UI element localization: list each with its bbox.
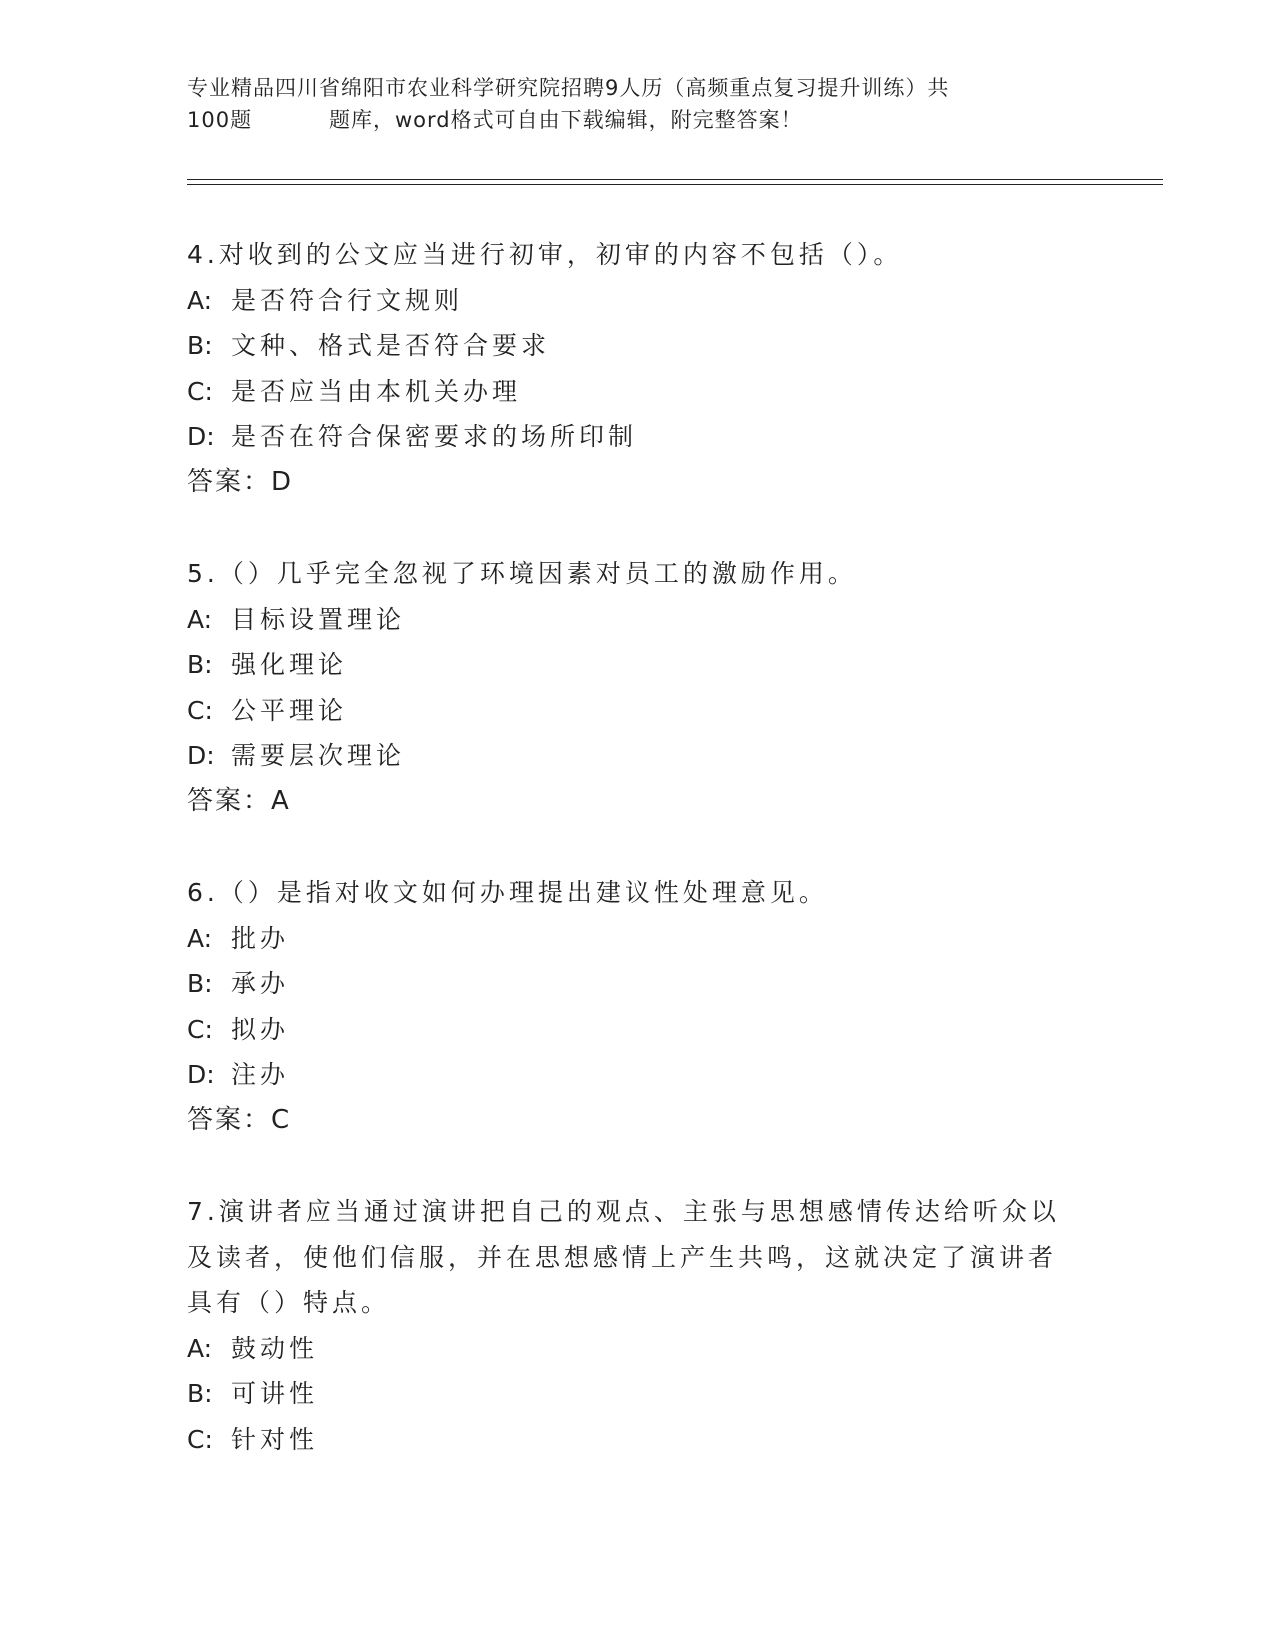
option-b: B: 文种、格式是否符合要求 [187, 331, 551, 360]
question-block [187, 870, 1087, 1143]
question-stem: 7.演讲者应当通过演讲把自己的观点、主张与思想感情传达给听众以及读者，使他们信服，并在思想感情上产生共鸣，这就决定了演讲者具有（）特点。 [187, 1197, 1060, 1317]
header-divider-bottom [187, 184, 1163, 185]
option-b: B: 可讲性 [187, 1379, 319, 1408]
option-a: A: 目标设置理论 [187, 604, 406, 634]
question-stem: 6.（）是指对收文如何办理提出建议性处理意见。 [187, 878, 828, 907]
option-c: C: 是否应当由本机关办理 [187, 376, 522, 406]
question-block [187, 232, 1087, 505]
header-title-line: 专业精品四川省绵阳市农业科学研究院招聘9人历（高频重点复习提升训练）共 [187, 76, 950, 100]
option-d: D: 注办 [187, 1060, 290, 1089]
option-c: C: 公平理论 [187, 695, 348, 725]
option-d: D: 是否在符合保密要求的场所印制 [187, 422, 638, 451]
document-header [187, 72, 1067, 136]
option-d: D: 需要层次理论 [187, 741, 406, 770]
header-divider-top [187, 179, 1163, 180]
header-description: 题库，word格式可自由下载编辑，附完整答案！ [329, 108, 803, 132]
option-a: A: 是否符合行文规则 [187, 285, 464, 315]
option-b: B: 承办 [187, 969, 290, 998]
question-count: 100题 [187, 108, 253, 132]
question-stem: 4.对收到的公文应当进行初审，初审的内容不包括（）。 [187, 240, 903, 269]
header-subtitle-line [187, 104, 1067, 136]
option-a: A: 批办 [187, 923, 290, 953]
option-c: C: 针对性 [187, 1424, 319, 1454]
option-a: A: 鼓动性 [187, 1333, 319, 1363]
answer-text: 答案：C [187, 1104, 292, 1135]
answer-text: 答案：D [187, 466, 294, 497]
option-b: B: 强化理论 [187, 650, 348, 679]
question-block [187, 551, 1087, 824]
answer-text: 答案：A [187, 785, 291, 816]
option-c: C: 拟办 [187, 1014, 290, 1044]
question-stem: 5.（）几乎完全忽视了环境因素对员工的激励作用。 [187, 559, 857, 588]
question-block [187, 1189, 1067, 1462]
